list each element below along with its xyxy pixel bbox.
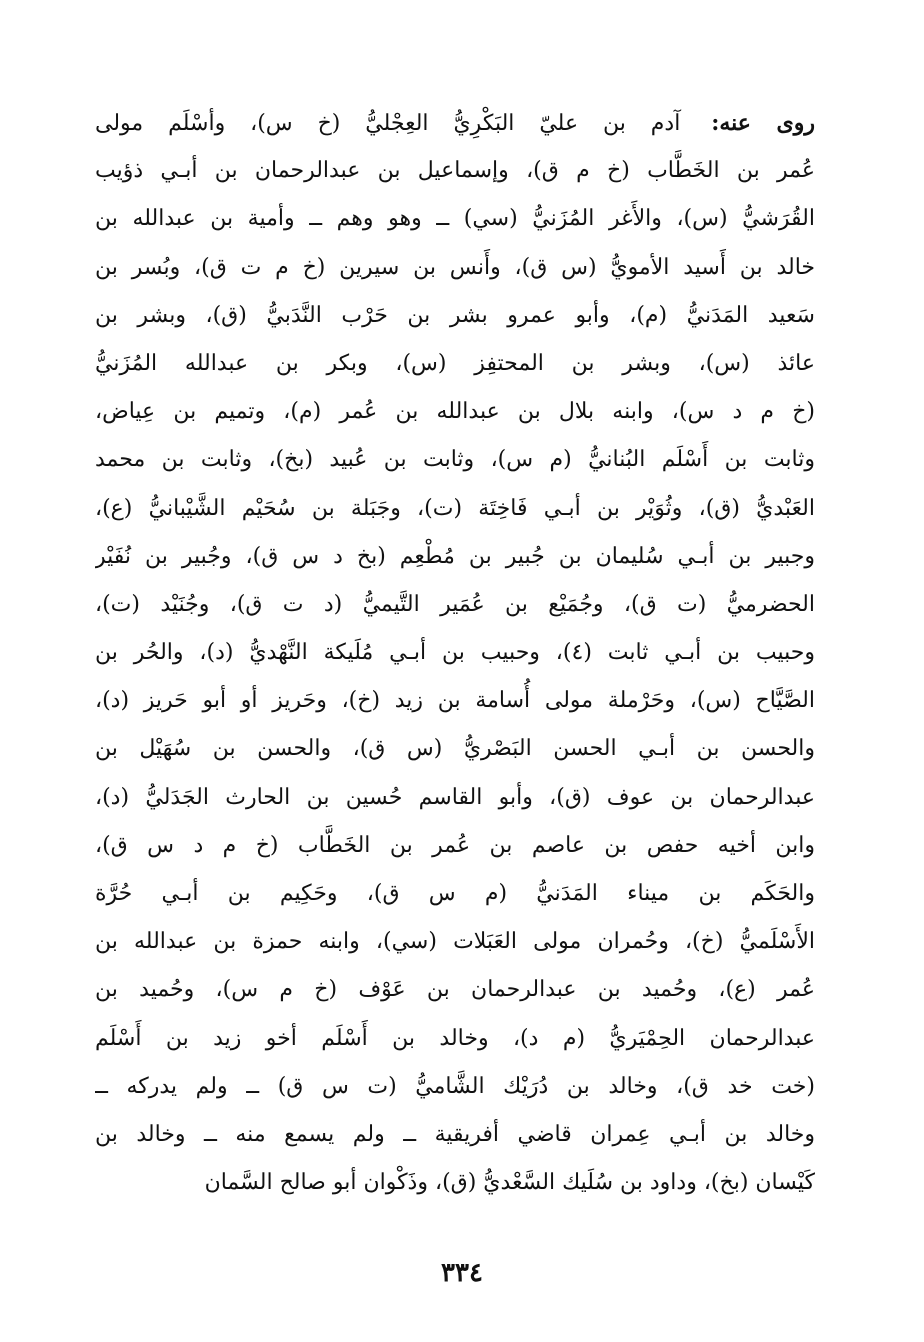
line-text: العَبْديُّ (ق)، وثُوَيْر بن أبـي فَاخِتَة (ت)، وجَبَلة بن سُحَيْم الشَّيْبانيُّ (ع)، [95, 495, 815, 521]
line-text: (خت خد ق)، وخالد بن دُرَيْك الشَّاميُّ (ت س ق) ــ ولم يدركه ــ [95, 1073, 815, 1099]
line-text: عُمر بن الخَطَّاب (خ م ق)، وإسماعيل بن عبدالرحمان بن أبـي ذؤيب [95, 158, 815, 184]
line-text: والحَكَم بن ميناء المَدَنيُّ (م س ق)، وحَكِيم بن أبـي حُرَّة [95, 881, 815, 906]
line-text: آدم بن عليّ البَكْرِيُّ العِجْليُّ (خ س)، وأسْلَم مولى [95, 111, 681, 136]
text-line [95, 1015, 815, 1063]
text-line [95, 822, 815, 870]
line-text: سَعيد المَدَنيُّ (م)، وأبو عمرو بشر بن حَرْب النَّدَبيُّ (ق)، وبشر بن [95, 302, 815, 328]
text-line [95, 195, 815, 243]
line-text: وجبير بن أبـي سُليمان بن جُبير بن مُطْعِم (بخ د س ق)، وجُبير بن نُفَيْر [95, 543, 815, 569]
line-text: كَيْسان (بخ)، وداود بن سُلَيك السَّعْديُّ (ق)، وذَكْوان أبو صالح السَّمان [204, 1170, 815, 1196]
text-line [95, 244, 815, 292]
line-text: والحسن بن أبـي الحسن البَصْريُّ (س ق)، والحسن بن سُهَيْل بن [95, 736, 815, 762]
text-line [95, 581, 815, 629]
line-text: عبدالرحمان بن عوف (ق)، وأبو القاسم حُسين بن الحارث الجَدَليُّ (د)، [95, 784, 815, 810]
text-body [95, 99, 815, 1207]
intro-label: روى عنه: [711, 110, 815, 136]
line-text: وابن أخيه حفص بن عاصم بن عُمر بن الخَطَّاب (خ م د س ق)، [95, 832, 815, 858]
text-line [95, 774, 815, 822]
line-text: الحضرميُّ (ت ق)، وجُمَيْع بن عُمَير التَّيميُّ (د ت ق)، وجُنَيْد (ت)، [95, 591, 815, 617]
text-line [95, 147, 815, 195]
line-text: خالد بن أَسيد الأمويُّ (س ق)، وأَنس بن سيرين (خ م ت ق)، وبُسر بن [95, 254, 815, 280]
text-line [95, 436, 815, 484]
text-line [95, 99, 815, 147]
line-text: وحبيب بن أبـي ثابت (٤)، وحبيب بن أبـي مُلَيكة النَّهْديُّ (د)، والحُر بن [95, 640, 815, 666]
text-line [95, 340, 815, 388]
line-text: الصَّيَّاح (س)، وحَرْملة مولى أُسامة بن زيد (خ)، وحَريز أو أبو حَريز (د)، [95, 688, 815, 714]
line-text: عُمر (ع)، وحُميد بن عبدالرحمان بن عَوْف (خ م س)، وحُميد بن [95, 977, 815, 1003]
line-text: القُرَشيُّ (س)، والأَغر المُزَنيُّ (سي) ــ وهو وهم ــ وأمية بن عبدالله بن [95, 206, 815, 232]
text-line [95, 966, 815, 1014]
line-text: الأَسْلَميُّ (خ)، وحُمران مولى العَبَلات (سي)، وابنه حمزة بن عبدالله بن [95, 929, 815, 955]
text-line [95, 292, 815, 340]
text-line [95, 388, 815, 436]
line-text: عائذ (س)، وبشر بن المحتفِز (س)، وبكر بن عبدالله المُزَنيُّ [95, 350, 815, 376]
text-line [95, 533, 815, 581]
text-line [95, 677, 815, 725]
line-text: عبدالرحمان الحِمْيَريُّ (م د)، وخالد بن أَسْلَم أخو زيد بن أَسْلَم [95, 1025, 815, 1051]
text-line [95, 1063, 815, 1111]
text-line [95, 629, 815, 677]
text-line [95, 918, 815, 966]
text-line [95, 725, 815, 773]
text-line [95, 870, 815, 918]
text-line [95, 485, 815, 533]
line-text: (خ م د س)، وابنه بلال بن عبدالله بن عُمر (م)، وتميم بن عِياض، [95, 399, 815, 425]
text-line [95, 1111, 815, 1159]
text-line [95, 1159, 815, 1207]
page-number: ٣٣٤ [441, 1258, 483, 1288]
line-text: وخالد بن أبـي عِمران قاضي أفريقية ــ ولم يسمع منه ــ وخالد بن [95, 1121, 815, 1147]
line-text: وثابت بن أَسْلَم البُنانيُّ (م س)، وثابت بن عُبيد (بخ)، وثابت بن محمد [95, 447, 815, 473]
